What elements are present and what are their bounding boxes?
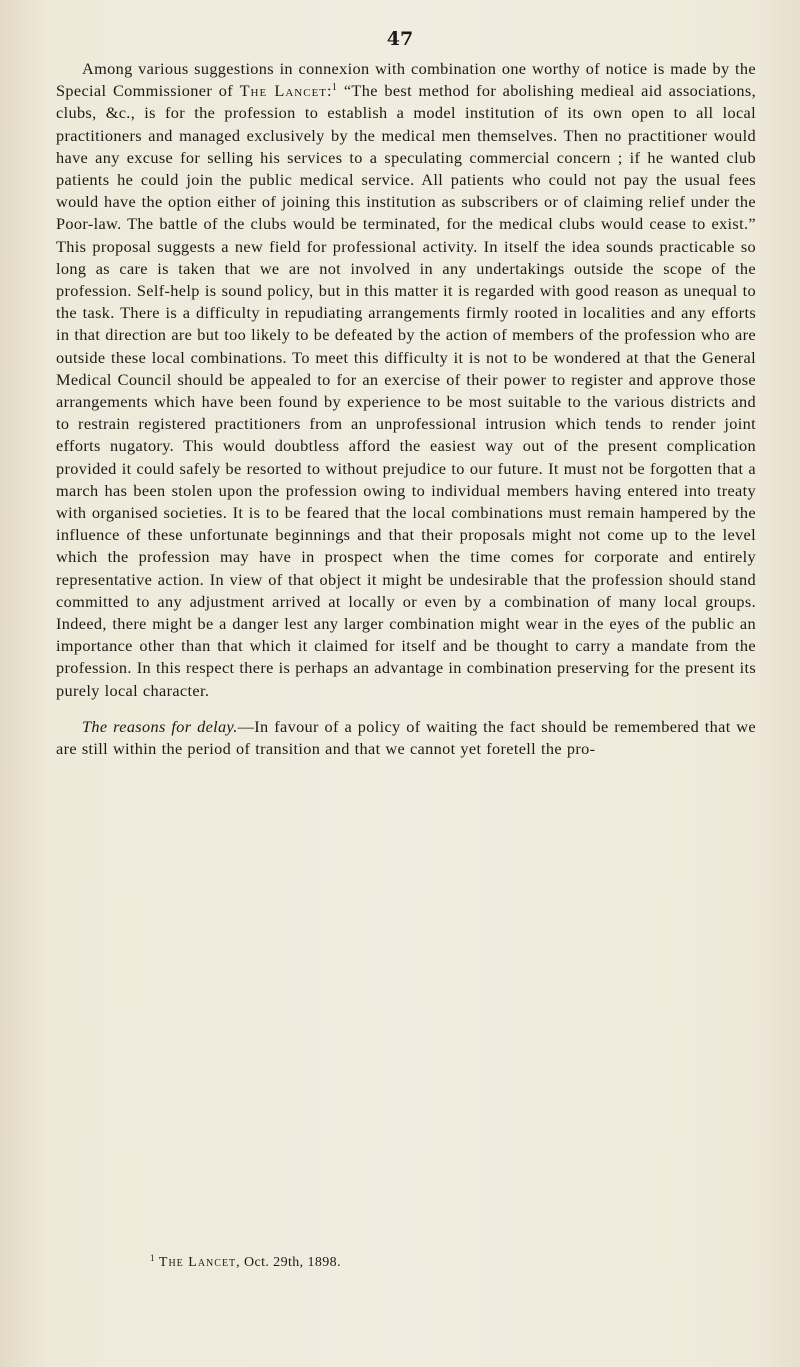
para1-colon: : — [327, 81, 332, 101]
footnote-journal: The Lancet — [158, 1255, 237, 1270]
body-text — [56, 58, 756, 760]
section-heading-reasons-for-delay: The reasons for delay. — [82, 716, 238, 736]
para2-text: —In favour of a policy of waiting the fact should be remembered that we are still within the period of transition and that we cannot yet foretell the pro- — [56, 716, 756, 759]
page-number: 47 — [386, 28, 414, 50]
para1-text-rest: “The best method for abolishing medieal aid associations, clubs, &c., is for the profession to establish a model institution of its own open to all local practitioners and managed exclusively by the medical men themselves. Then no practitioner would have any excuse for selling his services to a speculating commercial concern ; if he wanted club patients he could join the public medical service. All patients who could not pay the usual fees would have the option either of joining this institution as subscribers or of claiming relief under the Poor-law. The battle of the clubs would be terminated, for the medical clubs would cease to exist.” This proposal suggests a new field for professional activity. In itself the idea sounds practicable so long as care is taken that we are not involved in any undertakings outside the scope of the profession. Self-help is sound policy, but in this matter it is regarded with good reason as unequal to the task. There is a difficulty in repudiating arrangements firmly rooted in localities and any efforts in that direction are but too likely to be defeated by the action of members of the profession who are outside these local combinations. To meet this difficulty it is not to be wondered at that the General Medical Council should be appealed to for an exercise of their power to register and approve those arrangements which have been found by experience to be most suitable to the various districts and to restrain registered practitioners from an unprofessional intrusion which tends to render joint efforts nugatory. This would doubtless afford the easiest way out of the present complication provided it could safely be resorted to without prejudice to our future. It must not be forgotten that a march has been stolen upon the profession owing to individual members having entered into treaty with organised societies. It is to be feared that the local combinations must remain hampered by the influence of these unfortunate beginnings and that their proposals might not come up to the level which the profession may have in prospect when the time comes for corporate and entirely representative action. In view of that object it might be undesirable that the profession should stand committed to any adjustment arrived at locally or even by a combination of many local groups. Indeed, there might be a danger lest any larger combination might wear in the eyes of the public an importance other than that which it claimed for itself and be thought to carry a mandate from the profession. In this respect there is perhaps an advantage in combination preserving for the present its purely local character. — [56, 81, 756, 700]
footnote — [150, 1253, 750, 1271]
paragraph-1 — [56, 58, 756, 702]
footnote-mark: 1 — [150, 1253, 155, 1263]
para1-text-start: Among various suggestions in connexion with combination one worthy of notice is made by the Special Commissioner of — [56, 59, 756, 101]
footnote-citation: , Oct. 29th, 1898. — [236, 1255, 341, 1270]
paragraph-2 — [56, 716, 756, 760]
journal-name-lancet: The Lancet — [239, 81, 328, 101]
footnote-reference: 1 — [331, 82, 338, 94]
